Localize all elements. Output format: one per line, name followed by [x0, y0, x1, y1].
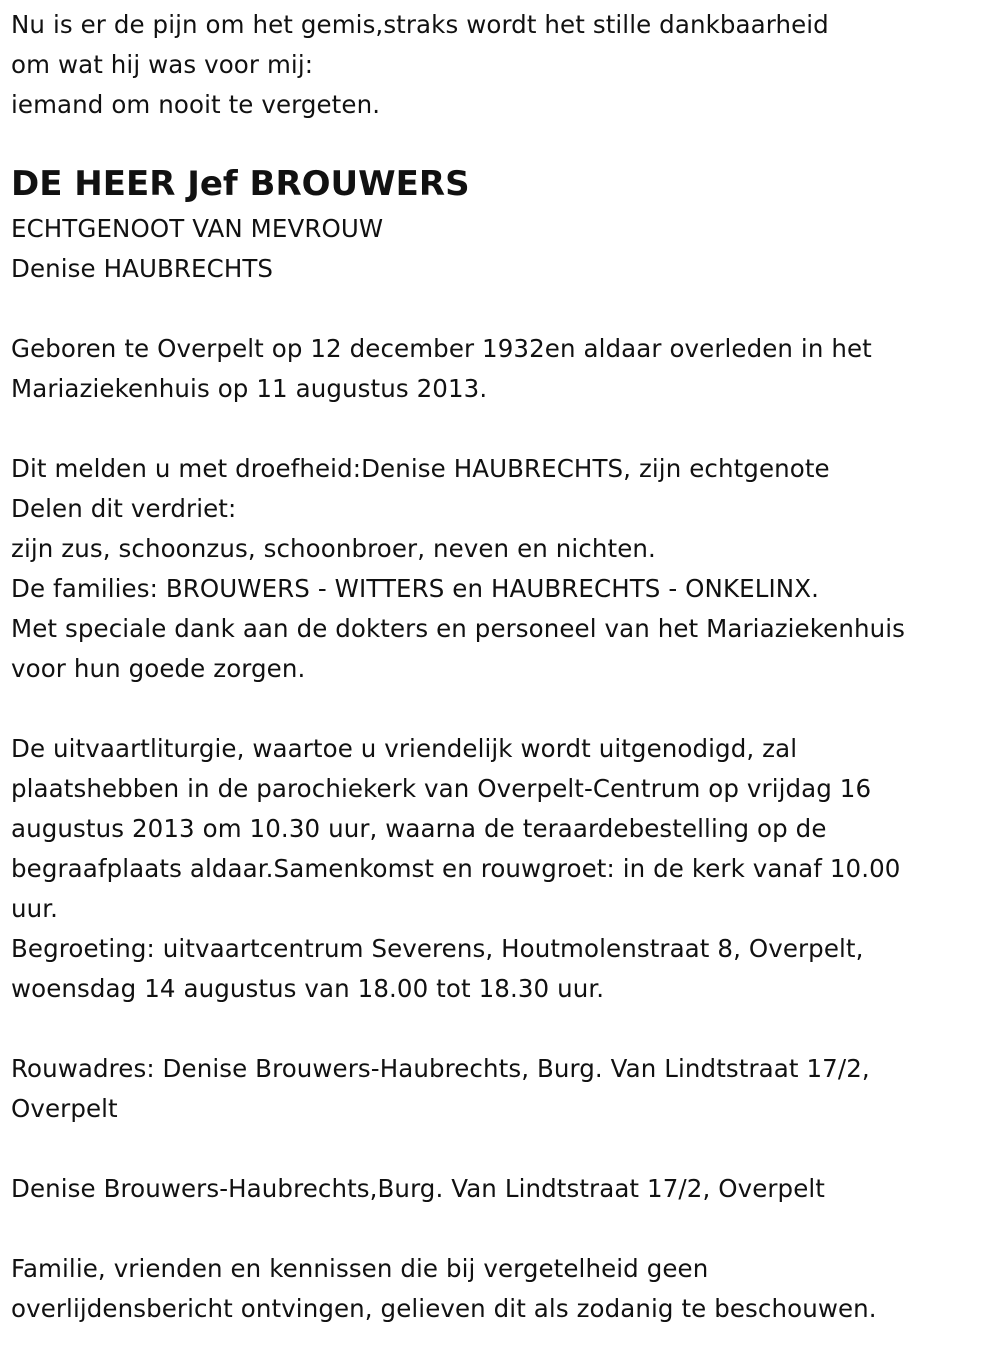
poem-line: Nu is er de pijn om het gemis,straks wordt het stille dankbaarheid — [11, 10, 829, 39]
paragraph-line: Met speciale dank aan de dokters en personeel van het Mariaziekenhuis — [11, 614, 905, 643]
announcement-paragraph — [11, 449, 991, 689]
paragraph-line: De families: BROUWERS - WITTERS en HAUBRECHTS - ONKELINX. — [11, 574, 819, 603]
paragraph-line: Overpelt — [11, 1094, 118, 1123]
paragraph-line: plaatshebben in de parochiekerk van Overpelt-Centrum op vrijdag 16 — [11, 774, 872, 803]
contact-paragraph — [11, 1169, 991, 1209]
paragraph-line: Denise Brouwers-Haubrechts,Burg. Van Lindtstraat 17/2, Overpelt — [11, 1174, 825, 1203]
paragraph-line: woensdag 14 augustus van 18.00 tot 18.30 uur. — [11, 974, 605, 1003]
mourning-address-paragraph — [11, 1049, 991, 1129]
paragraph-line: Rouwadres: Denise Brouwers-Haubrechts, Burg. Van Lindtstraat 17/2, — [11, 1054, 870, 1083]
paragraph-line: zijn zus, schoonzus, schoonbroer, neven en nichten. — [11, 534, 656, 563]
paragraph-line: Begroeting: uitvaartcentrum Severens, Houtmolenstraat 8, Overpelt, — [11, 934, 864, 963]
poem-line: iemand om nooit te vergeten. — [11, 90, 381, 119]
paragraph-line: Geboren te Overpelt op 12 december 1932en aldaar overleden in het — [11, 334, 872, 363]
paragraph-line: voor hun goede zorgen. — [11, 654, 306, 683]
funeral-paragraph — [11, 729, 991, 1009]
birth-death-paragraph — [11, 329, 991, 409]
obituary-notice — [11, 5, 991, 1329]
paragraph-line: Delen dit verdriet: — [11, 494, 237, 523]
paragraph-line: Familie, vrienden en kennissen die bij vergetelheid geen — [11, 1254, 709, 1283]
closing-paragraph — [11, 1249, 991, 1329]
paragraph-line: augustus 2013 om 10.30 uur, waarna de teraardebestelling op de — [11, 814, 827, 843]
paragraph-line: De uitvaartliturgie, waartoe u vriendelijk wordt uitgenodigd, zal — [11, 734, 798, 763]
paragraph-line: uur. — [11, 894, 59, 923]
deceased-name: DE HEER Jef BROUWERS — [11, 164, 470, 204]
deceased-relation: ECHTGENOOT VAN MEVROUW — [11, 214, 384, 243]
paragraph-line: Mariaziekenhuis op 11 augustus 2013. — [11, 374, 488, 403]
deceased-block — [11, 159, 991, 289]
poem-line: om wat hij was voor mij: — [11, 50, 314, 79]
poem — [11, 5, 991, 125]
paragraph-line: begraafplaats aldaar.Samenkomst en rouwgroet: in de kerk vanaf 10.00 — [11, 854, 901, 883]
paragraph-line: overlijdensbericht ontvingen, gelieven dit als zodanig te beschouwen. — [11, 1294, 877, 1323]
spouse-name: Denise HAUBRECHTS — [11, 254, 274, 283]
paragraph-line: Dit melden u met droefheid:Denise HAUBRECHTS, zijn echtgenote — [11, 454, 830, 483]
